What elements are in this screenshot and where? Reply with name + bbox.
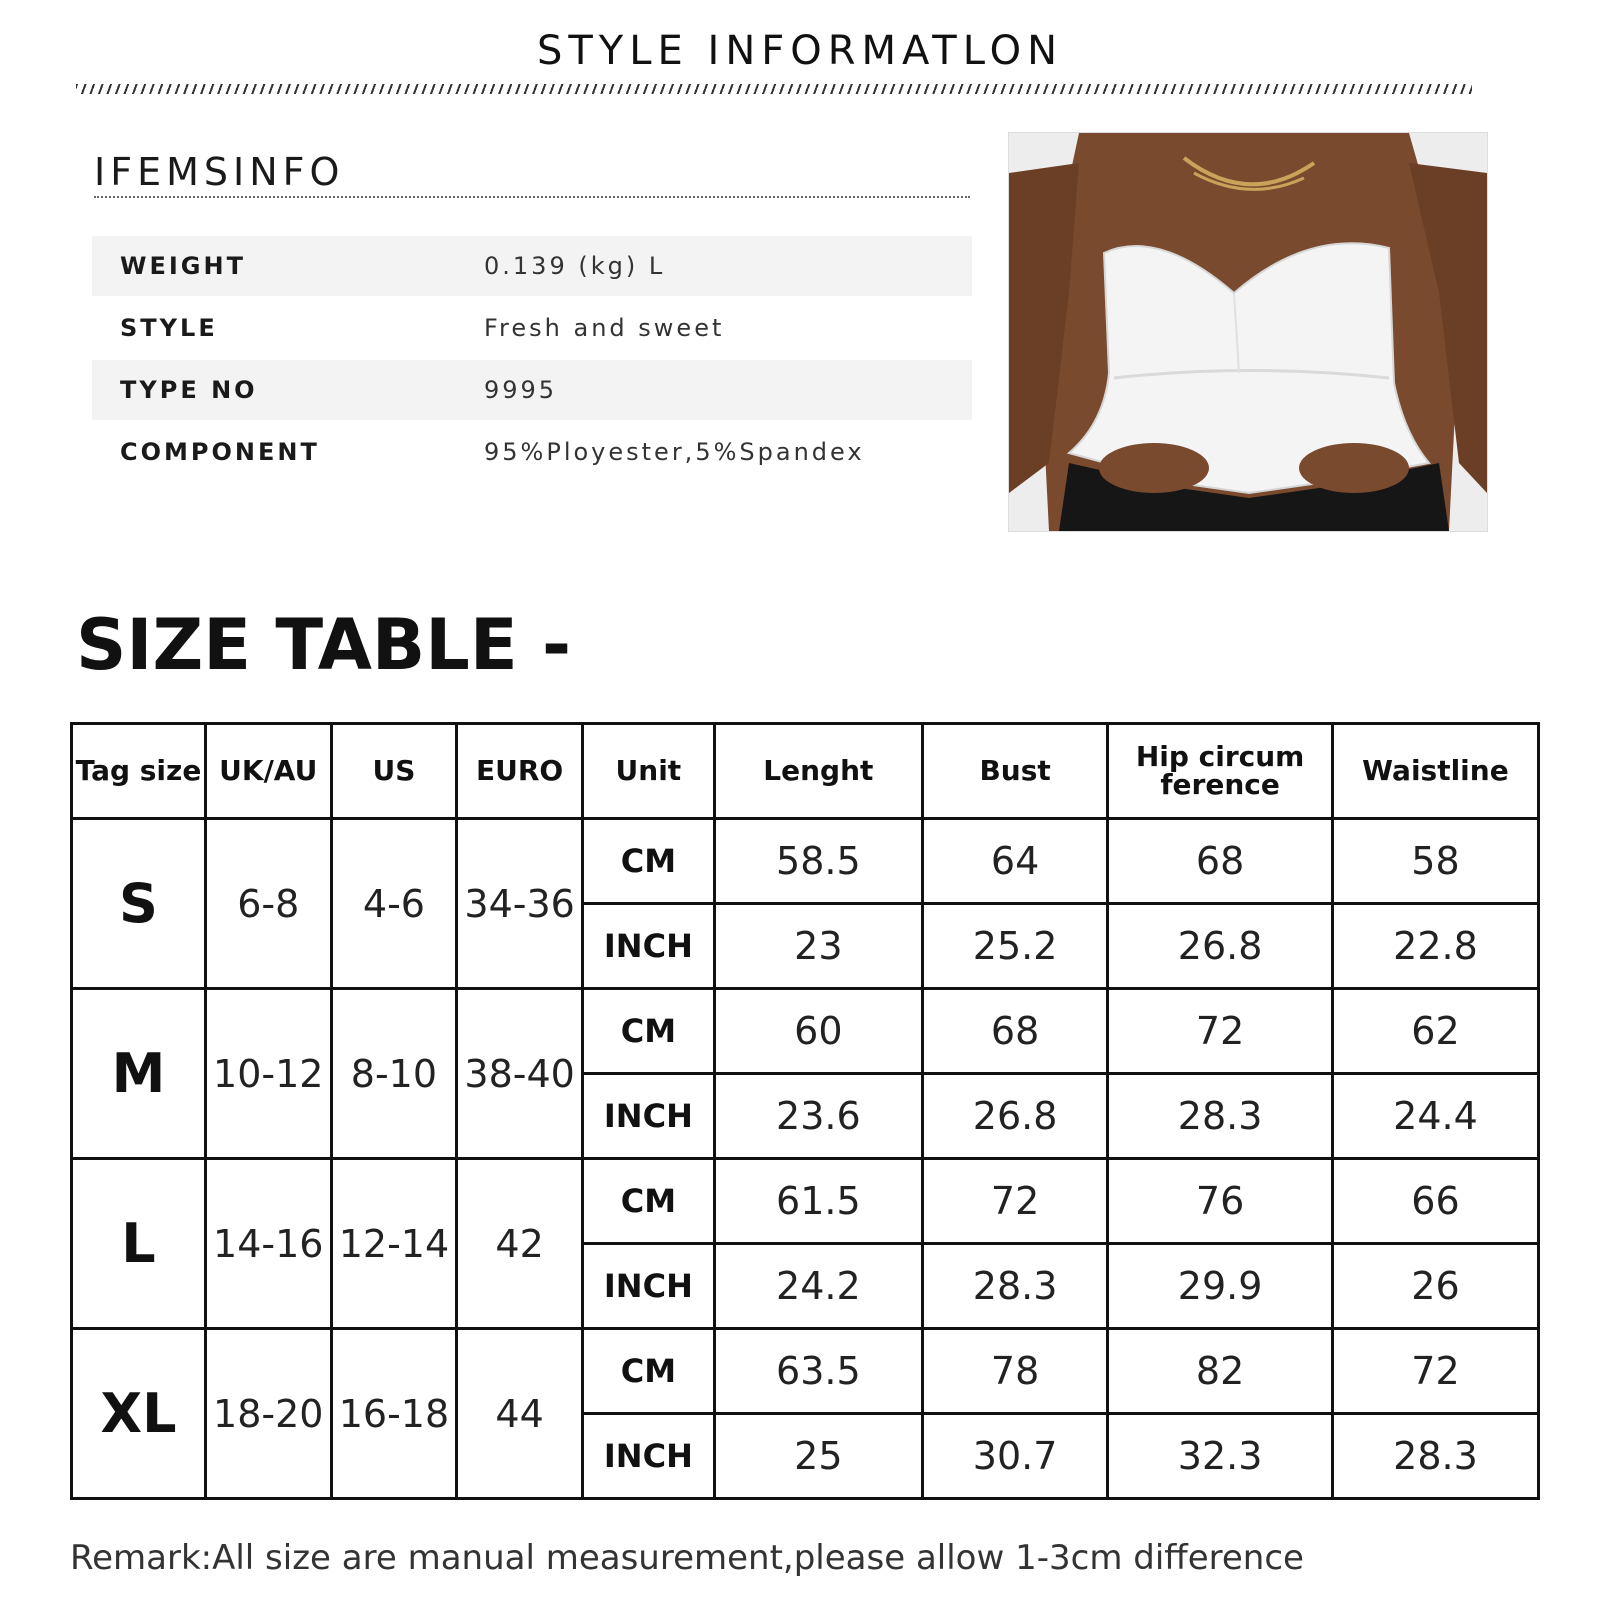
hip-cell: 72 — [1108, 989, 1333, 1074]
info-value: 0.139 (kg) L — [484, 252, 666, 280]
length-cell: 23 — [714, 904, 922, 989]
unit-cell: INCH — [582, 1074, 714, 1159]
waistline-cell: 72 — [1332, 1329, 1538, 1414]
euro-cell: 34-36 — [457, 819, 583, 989]
header-uk-au: UK/AU — [205, 724, 331, 819]
tag-size-cell: L — [72, 1159, 206, 1329]
tag-size-cell: XL — [72, 1329, 206, 1499]
length-cell: 24.2 — [714, 1244, 922, 1329]
unit-cell: CM — [582, 1159, 714, 1244]
remark-note: Remark:All size are manual measurement,please allow 1-3cm difference — [70, 1538, 1304, 1578]
tag-size-cell: M — [72, 989, 206, 1159]
header-euro: EURO — [457, 724, 583, 819]
waistline-cell: 26 — [1332, 1244, 1538, 1329]
bust-cell: 78 — [922, 1329, 1107, 1414]
size-table — [70, 722, 1540, 1500]
hip-cell: 28.3 — [1108, 1074, 1333, 1159]
length-cell: 61.5 — [714, 1159, 922, 1244]
uk-au-cell: 10-12 — [205, 989, 331, 1159]
info-label: STYLE — [120, 314, 218, 342]
uk-au-cell: 18-20 — [205, 1329, 331, 1499]
header-waistline: Waistline — [1332, 724, 1538, 819]
waistline-cell: 24.4 — [1332, 1074, 1538, 1159]
info-row-component — [92, 422, 972, 482]
waistline-cell: 62 — [1332, 989, 1538, 1074]
unit-cell: CM — [582, 989, 714, 1074]
bust-cell: 72 — [922, 1159, 1107, 1244]
info-row-type-no — [92, 360, 972, 420]
hip-cell: 68 — [1108, 819, 1333, 904]
table-row — [72, 1159, 1539, 1244]
euro-cell: 44 — [457, 1329, 583, 1499]
bust-cell: 26.8 — [922, 1074, 1107, 1159]
table-row — [72, 1329, 1539, 1414]
us-cell: 4-6 — [331, 819, 457, 989]
unit-cell: INCH — [582, 904, 714, 989]
uk-au-cell: 14-16 — [205, 1159, 331, 1329]
us-cell: 16-18 — [331, 1329, 457, 1499]
info-row-weight — [92, 236, 972, 296]
info-value: 9995 — [484, 376, 558, 404]
header-bust: Bust — [922, 724, 1107, 819]
bust-cell: 25.2 — [922, 904, 1107, 989]
waistline-cell: 28.3 — [1332, 1414, 1538, 1499]
unit-cell: INCH — [582, 1414, 714, 1499]
dotted-divider — [94, 196, 970, 198]
hip-cell: 82 — [1108, 1329, 1333, 1414]
euro-cell: 38-40 — [457, 989, 583, 1159]
style-info-title: STYLE INFORMATLON — [536, 28, 1063, 74]
tag-size-cell: S — [72, 819, 206, 989]
info-label: TYPE NO — [120, 376, 258, 404]
hip-cell: 76 — [1108, 1159, 1333, 1244]
table-row — [72, 819, 1539, 904]
length-cell: 63.5 — [714, 1329, 922, 1414]
hip-cell: 29.9 — [1108, 1244, 1333, 1329]
uk-au-cell: 6-8 — [205, 819, 331, 989]
hip-cell: 32.3 — [1108, 1414, 1333, 1499]
hatched-divider — [76, 84, 1472, 94]
hip-cell: 26.8 — [1108, 904, 1333, 989]
header-hip: Hip circum ference — [1108, 724, 1333, 819]
waistline-cell: 58 — [1332, 819, 1538, 904]
bust-cell: 68 — [922, 989, 1107, 1074]
bust-cell: 64 — [922, 819, 1107, 904]
bodysuit-illustration — [1009, 133, 1487, 531]
bust-cell: 30.7 — [922, 1414, 1107, 1499]
info-label: COMPONENT — [120, 438, 320, 466]
size-table-title: SIZE TABLE - — [76, 604, 572, 686]
length-cell: 25 — [714, 1414, 922, 1499]
length-cell: 58.5 — [714, 819, 922, 904]
info-row-style — [92, 298, 972, 358]
info-value: 95%Ployester,5%Spandex — [484, 438, 865, 466]
waistline-cell: 22.8 — [1332, 904, 1538, 989]
header-unit: Unit — [582, 724, 714, 819]
table-row — [72, 989, 1539, 1074]
header-length: Lenght — [714, 724, 922, 819]
euro-cell: 42 — [457, 1159, 583, 1329]
unit-cell: CM — [582, 1329, 714, 1414]
product-photo — [1008, 132, 1488, 532]
header-us: US — [331, 724, 457, 819]
brand-name: IFEMSINFO — [94, 150, 345, 194]
header-tag-size: Tag size — [72, 724, 206, 819]
length-cell: 60 — [714, 989, 922, 1074]
length-cell: 23.6 — [714, 1074, 922, 1159]
us-cell: 12-14 — [331, 1159, 457, 1329]
bust-cell: 28.3 — [922, 1244, 1107, 1329]
table-header-row — [72, 724, 1539, 819]
us-cell: 8-10 — [331, 989, 457, 1159]
unit-cell: INCH — [582, 1244, 714, 1329]
info-value: Fresh and sweet — [484, 314, 725, 342]
info-label: WEIGHT — [120, 252, 246, 280]
unit-cell: CM — [582, 819, 714, 904]
waistline-cell: 66 — [1332, 1159, 1538, 1244]
